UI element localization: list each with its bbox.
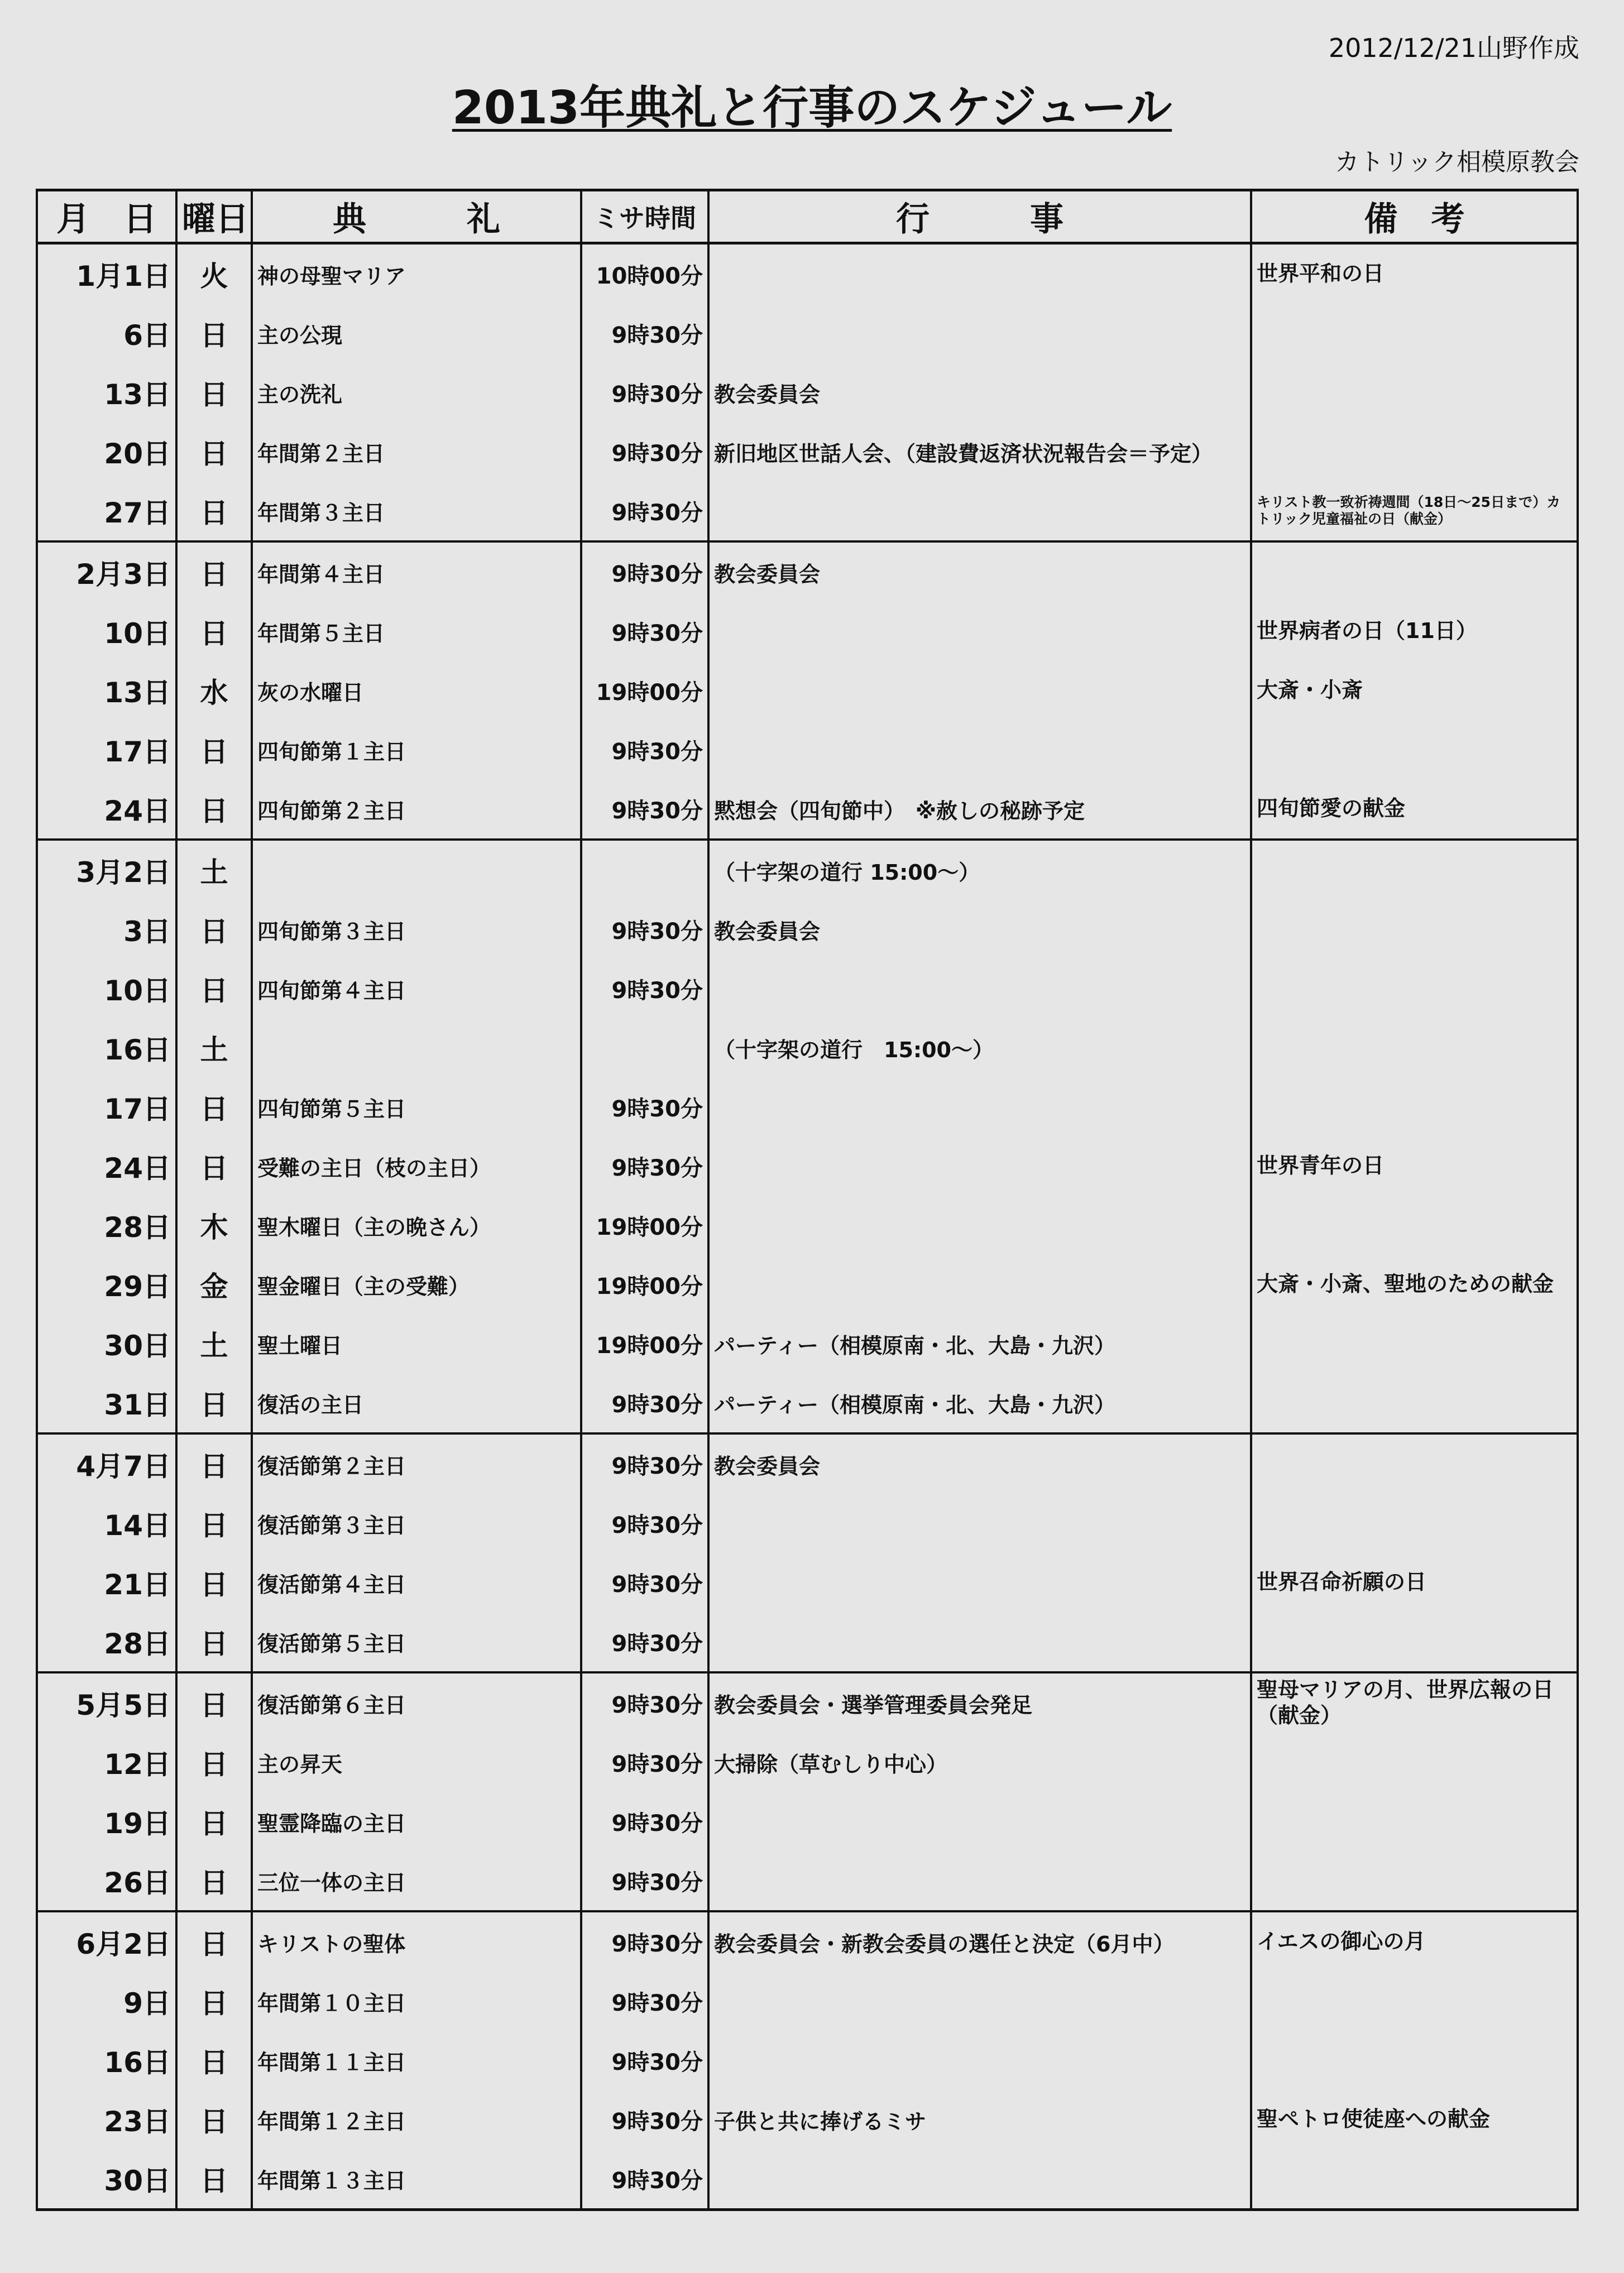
cell-mass-time: 9時30分 — [581, 1851, 708, 1911]
cell-mass-time: 9時30分 — [581, 363, 708, 422]
cell-date: 4月7日 — [37, 1433, 176, 1494]
cell-date: 10日 — [37, 602, 176, 661]
col-mass-time: ミサ時間 — [581, 190, 708, 243]
cell-notes — [1251, 2149, 1578, 2210]
cell-liturgy: 四旬節第５主日 — [252, 1077, 581, 1136]
cell-weekday: 日 — [176, 1494, 252, 1553]
cell-date: 1月1日 — [37, 243, 176, 304]
cell-notes — [1251, 1733, 1578, 1792]
cell-date: 9日 — [37, 1972, 176, 2031]
cell-notes — [1251, 1077, 1578, 1136]
cell-weekday: 日 — [176, 363, 252, 422]
table-row — [37, 1553, 1578, 1612]
cell-liturgy: 四旬節第４主日 — [252, 959, 581, 1018]
cell-liturgy: 聖土曜日 — [252, 1314, 581, 1373]
cell-weekday: 土 — [176, 840, 252, 900]
cell-events: 大掃除（草むしり中心） — [708, 1733, 1251, 1792]
col-weekday: 曜日 — [176, 190, 252, 243]
header-row — [37, 190, 1578, 243]
cell-events: 教会委員会・新教会委員の選任と決定（6月中） — [708, 1911, 1251, 1972]
cell-notes — [1251, 1851, 1578, 1911]
table-row — [37, 1911, 1578, 1972]
cell-liturgy: 復活節第６主日 — [252, 1672, 581, 1733]
cell-notes: 世界召命祈願の日 — [1251, 1553, 1578, 1612]
cell-mass-time: 9時30分 — [581, 481, 708, 541]
cell-liturgy: 年間第１１主日 — [252, 2031, 581, 2090]
cell-date: 29日 — [37, 1255, 176, 1314]
cell-notes — [1251, 1314, 1578, 1373]
cell-notes — [1251, 840, 1578, 900]
cell-events — [708, 1851, 1251, 1911]
cell-events: （十字架の道行 15:00～） — [708, 840, 1251, 900]
cell-events — [708, 1792, 1251, 1851]
cell-weekday: 日 — [176, 2031, 252, 2090]
cell-date: 14日 — [37, 1494, 176, 1553]
cell-liturgy: キリストの聖体 — [252, 1911, 581, 1972]
cell-liturgy: 復活節第２主日 — [252, 1433, 581, 1494]
cell-notes: イエスの御心の月 — [1251, 1911, 1578, 1972]
cell-liturgy: 復活の主日 — [252, 1373, 581, 1433]
cell-liturgy: 年間第１０主日 — [252, 1972, 581, 2031]
table-row — [37, 1612, 1578, 1672]
cell-weekday: 土 — [176, 1314, 252, 1373]
table-row — [37, 2031, 1578, 2090]
table-row — [37, 1314, 1578, 1373]
cell-notes: 大斎・小斎 — [1251, 661, 1578, 720]
cell-liturgy: 年間第１３主日 — [252, 2149, 581, 2210]
cell-date: 26日 — [37, 1851, 176, 1911]
table-row — [37, 1494, 1578, 1553]
col-events: 行 事 — [708, 190, 1251, 243]
cell-notes — [1251, 1612, 1578, 1672]
cell-notes: 聖ペトロ使徒座への献金 — [1251, 2090, 1578, 2149]
cell-liturgy: 年間第１２主日 — [252, 2090, 581, 2149]
cell-date: 27日 — [37, 481, 176, 541]
cell-events — [708, 1196, 1251, 1255]
cell-weekday: 日 — [176, 1433, 252, 1494]
cell-mass-time: 9時30分 — [581, 304, 708, 363]
cell-mass-time — [581, 840, 708, 900]
cell-liturgy: 年間第５主日 — [252, 602, 581, 661]
cell-mass-time: 9時30分 — [581, 1733, 708, 1792]
cell-events — [708, 2149, 1251, 2210]
cell-date: 6月2日 — [37, 1911, 176, 1972]
table-row — [37, 959, 1578, 1018]
cell-weekday: 日 — [176, 959, 252, 1018]
cell-weekday: 火 — [176, 243, 252, 304]
cell-mass-time: 19時00分 — [581, 1314, 708, 1373]
table-row — [37, 363, 1578, 422]
cell-liturgy: 復活節第４主日 — [252, 1553, 581, 1612]
cell-notes: 四旬節愛の献金 — [1251, 779, 1578, 840]
cell-mass-time: 9時30分 — [581, 900, 708, 959]
cell-weekday: 日 — [176, 541, 252, 602]
cell-mass-time: 9時30分 — [581, 1612, 708, 1672]
cell-date: 5月5日 — [37, 1672, 176, 1733]
table-row — [37, 481, 1578, 541]
cell-events: パーティー（相模原南・北、大島・九沢） — [708, 1373, 1251, 1433]
cell-mass-time: 9時30分 — [581, 1077, 708, 1136]
cell-weekday: 日 — [176, 1373, 252, 1433]
cell-weekday: 日 — [176, 1733, 252, 1792]
cell-liturgy: 聖金曜日（主の受難） — [252, 1255, 581, 1314]
cell-notes: 大斎・小斎、聖地のための献金 — [1251, 1255, 1578, 1314]
cell-date: 21日 — [37, 1553, 176, 1612]
cell-events: 教会委員会 — [708, 541, 1251, 602]
cell-weekday: 日 — [176, 602, 252, 661]
cell-notes: 世界青年の日 — [1251, 1136, 1578, 1196]
cell-liturgy: 受難の主日（枝の主日） — [252, 1136, 581, 1196]
cell-weekday: 日 — [176, 1792, 252, 1851]
cell-date: 30日 — [37, 1314, 176, 1373]
cell-notes — [1251, 720, 1578, 779]
cell-date: 13日 — [37, 363, 176, 422]
cell-date: 3月2日 — [37, 840, 176, 900]
cell-weekday: 日 — [176, 1136, 252, 1196]
cell-weekday: 日 — [176, 2090, 252, 2149]
cell-date: 10日 — [37, 959, 176, 1018]
cell-weekday: 日 — [176, 1911, 252, 1972]
cell-liturgy: 主の公現 — [252, 304, 581, 363]
cell-notes — [1251, 1433, 1578, 1494]
cell-liturgy: 聖木曜日（主の晩さん） — [252, 1196, 581, 1255]
cell-liturgy: 三位一体の主日 — [252, 1851, 581, 1911]
cell-mass-time: 9時30分 — [581, 2149, 708, 2210]
cell-events — [708, 661, 1251, 720]
cell-events — [708, 2031, 1251, 2090]
table-row — [37, 2149, 1578, 2210]
cell-liturgy: 四旬節第１主日 — [252, 720, 581, 779]
cell-weekday: 日 — [176, 720, 252, 779]
cell-weekday: 日 — [176, 1851, 252, 1911]
cell-notes — [1251, 2031, 1578, 2090]
cell-date: 16日 — [37, 1018, 176, 1077]
cell-events: 教会委員会 — [708, 900, 1251, 959]
table-row — [37, 779, 1578, 840]
cell-events — [708, 243, 1251, 304]
cell-events — [708, 959, 1251, 1018]
cell-weekday: 日 — [176, 2149, 252, 2210]
cell-events — [708, 1136, 1251, 1196]
cell-mass-time: 9時30分 — [581, 1433, 708, 1494]
cell-weekday: 土 — [176, 1018, 252, 1077]
table-row — [37, 1672, 1578, 1733]
cell-date: 23日 — [37, 2090, 176, 2149]
cell-mass-time: 10時00分 — [581, 243, 708, 304]
cell-mass-time: 9時30分 — [581, 602, 708, 661]
cell-mass-time: 9時30分 — [581, 959, 708, 1018]
cell-liturgy: 主の洗礼 — [252, 363, 581, 422]
col-date: 月 日 — [37, 190, 176, 243]
cell-liturgy: 四旬節第３主日 — [252, 900, 581, 959]
cell-mass-time: 9時30分 — [581, 1494, 708, 1553]
table-row — [37, 1196, 1578, 1255]
cell-notes — [1251, 1196, 1578, 1255]
cell-weekday: 日 — [176, 481, 252, 541]
cell-notes — [1251, 363, 1578, 422]
table-row — [37, 1433, 1578, 1494]
cell-liturgy: 主の昇天 — [252, 1733, 581, 1792]
cell-events — [708, 1553, 1251, 1612]
cell-mass-time: 9時30分 — [581, 541, 708, 602]
cell-liturgy: 復活節第３主日 — [252, 1494, 581, 1553]
cell-notes — [1251, 304, 1578, 363]
cell-date: 20日 — [37, 422, 176, 481]
cell-events — [708, 1972, 1251, 2031]
page-title: 2013年典礼と行事のスケジュール — [452, 81, 1172, 135]
cell-mass-time — [581, 1018, 708, 1077]
table-row — [37, 243, 1578, 304]
table-row — [37, 1733, 1578, 1792]
table-row — [37, 1972, 1578, 2031]
cell-weekday: 木 — [176, 1196, 252, 1255]
cell-mass-time: 9時30分 — [581, 1792, 708, 1851]
cell-date: 31日 — [37, 1373, 176, 1433]
cell-mass-time: 9時30分 — [581, 1672, 708, 1733]
cell-date: 17日 — [37, 720, 176, 779]
cell-events — [708, 1077, 1251, 1136]
cell-liturgy — [252, 1018, 581, 1077]
cell-notes — [1251, 1792, 1578, 1851]
cell-mass-time: 19時00分 — [581, 661, 708, 720]
cell-events — [708, 720, 1251, 779]
cell-mass-time: 9時30分 — [581, 2090, 708, 2149]
cell-date: 13日 — [37, 661, 176, 720]
cell-date: 6日 — [37, 304, 176, 363]
table-row — [37, 1373, 1578, 1433]
cell-mass-time: 19時00分 — [581, 1196, 708, 1255]
cell-date: 16日 — [37, 2031, 176, 2090]
table-row — [37, 900, 1578, 959]
cell-date: 24日 — [37, 779, 176, 840]
cell-mass-time: 9時30分 — [581, 1972, 708, 2031]
cell-liturgy: 年間第３主日 — [252, 481, 581, 541]
cell-events: 教会委員会 — [708, 1433, 1251, 1494]
cell-date: 12日 — [37, 1733, 176, 1792]
cell-weekday: 日 — [176, 900, 252, 959]
cell-mass-time: 9時30分 — [581, 2031, 708, 2090]
cell-events — [708, 1494, 1251, 1553]
table-row — [37, 720, 1578, 779]
cell-events: パーティー（相模原南・北、大島・九沢） — [708, 1314, 1251, 1373]
table-row — [37, 541, 1578, 602]
table-row — [37, 1255, 1578, 1314]
col-liturgy: 典 礼 — [252, 190, 581, 243]
cell-mass-time: 19時00分 — [581, 1255, 708, 1314]
cell-mass-time: 9時30分 — [581, 1553, 708, 1612]
cell-notes — [1251, 1373, 1578, 1433]
cell-weekday: 水 — [176, 661, 252, 720]
table-row — [37, 1792, 1578, 1851]
cell-date: 17日 — [37, 1077, 176, 1136]
cell-liturgy: 年間第４主日 — [252, 541, 581, 602]
cell-date: 28日 — [37, 1196, 176, 1255]
cell-notes — [1251, 422, 1578, 481]
cell-weekday: 日 — [176, 1077, 252, 1136]
cell-weekday: 日 — [176, 304, 252, 363]
cell-weekday: 日 — [176, 1612, 252, 1672]
cell-events: 教会委員会・選挙管理委員会発足 — [708, 1672, 1251, 1733]
cell-mass-time: 9時30分 — [581, 720, 708, 779]
cell-events: （十字架の道行 15:00～） — [708, 1018, 1251, 1077]
schedule-table — [36, 189, 1579, 2211]
cell-mass-time: 9時30分 — [581, 422, 708, 481]
table-row — [37, 661, 1578, 720]
cell-notes — [1251, 1494, 1578, 1553]
table-row — [37, 304, 1578, 363]
cell-date: 30日 — [37, 2149, 176, 2210]
table-row — [37, 1136, 1578, 1196]
cell-mass-time: 9時30分 — [581, 779, 708, 840]
cell-date: 24日 — [37, 1136, 176, 1196]
cell-date: 3日 — [37, 900, 176, 959]
table-row — [37, 1851, 1578, 1911]
cell-liturgy: 四旬節第２主日 — [252, 779, 581, 840]
cell-weekday: 日 — [176, 1672, 252, 1733]
cell-notes — [1251, 541, 1578, 602]
cell-date: 28日 — [37, 1612, 176, 1672]
cell-events: 教会委員会 — [708, 363, 1251, 422]
cell-notes: 世界病者の日（11日） — [1251, 602, 1578, 661]
cell-notes: キリスト教一致祈祷週間（18日～25日まで）カトリック児童福祉の日（献金） — [1251, 481, 1578, 541]
cell-notes: 聖母マリアの月、世界広報の日（献金） — [1251, 1672, 1578, 1733]
cell-events — [708, 1255, 1251, 1314]
cell-liturgy: 年間第２主日 — [252, 422, 581, 481]
cell-liturgy: 聖霊降臨の主日 — [252, 1792, 581, 1851]
cell-notes — [1251, 959, 1578, 1018]
table-row — [37, 840, 1578, 900]
cell-liturgy: 復活節第５主日 — [252, 1612, 581, 1672]
table-row — [37, 1077, 1578, 1136]
cell-liturgy — [252, 840, 581, 900]
cell-notes: 世界平和の日 — [1251, 243, 1578, 304]
cell-liturgy: 灰の水曜日 — [252, 661, 581, 720]
cell-events: 子供と共に捧げるミサ — [708, 2090, 1251, 2149]
cell-date: 2月3日 — [37, 541, 176, 602]
cell-events — [708, 602, 1251, 661]
table-row — [37, 422, 1578, 481]
cell-events — [708, 1612, 1251, 1672]
cell-weekday: 日 — [176, 779, 252, 840]
cell-notes — [1251, 1972, 1578, 2031]
cell-events: 黙想会（四旬節中） ※赦しの秘跡予定 — [708, 779, 1251, 840]
cell-mass-time: 9時30分 — [581, 1136, 708, 1196]
cell-notes — [1251, 900, 1578, 959]
table-row — [37, 1018, 1578, 1077]
col-notes: 備 考 — [1251, 190, 1578, 243]
cell-weekday: 日 — [176, 1553, 252, 1612]
cell-notes — [1251, 1018, 1578, 1077]
cell-mass-time: 9時30分 — [581, 1911, 708, 1972]
cell-weekday: 日 — [176, 422, 252, 481]
table-row — [37, 602, 1578, 661]
table-row — [37, 2090, 1578, 2149]
cell-mass-time: 9時30分 — [581, 1373, 708, 1433]
cell-liturgy: 神の母聖マリア — [252, 243, 581, 304]
cell-weekday: 金 — [176, 1255, 252, 1314]
organization-name: カトリック相模原教会 — [1334, 148, 1579, 176]
created-date: 2012/12/21山野作成 — [1328, 33, 1579, 63]
cell-date: 19日 — [37, 1792, 176, 1851]
cell-events — [708, 481, 1251, 541]
cell-events: 新旧地区世話人会、（建設費返済状況報告会＝予定） — [708, 422, 1251, 481]
cell-events — [708, 304, 1251, 363]
cell-weekday: 日 — [176, 1972, 252, 2031]
